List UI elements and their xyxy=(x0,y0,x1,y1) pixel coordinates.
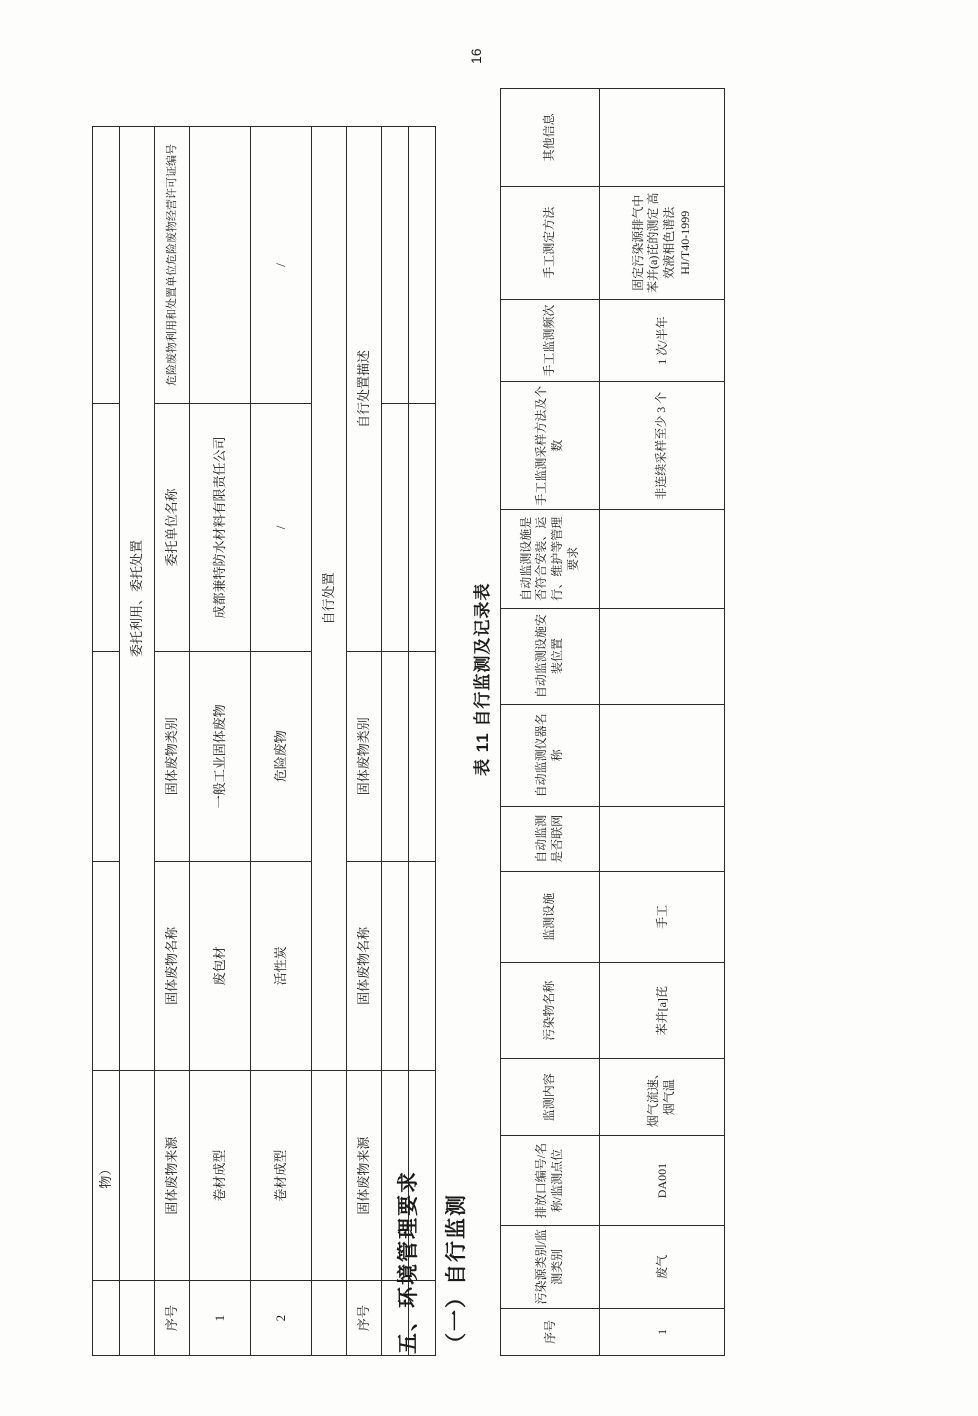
table-row xyxy=(251,127,312,1356)
column-header-pollution-type: 污染源类别/监测类别 xyxy=(501,1226,600,1309)
table-row xyxy=(190,127,251,1356)
cell-top-fragment: 物） xyxy=(93,1071,120,1281)
cell-source: 卷材成型 xyxy=(190,1071,251,1281)
cell-category: 一般工业固体废物 xyxy=(190,651,251,861)
column-header-sampling-method: 手工监测采样方法及个数 xyxy=(501,382,600,510)
cell-empty xyxy=(93,651,120,861)
column-header-pollutant-name: 污染物名称 xyxy=(501,963,600,1059)
column-header-self-description: 自行处置描述 xyxy=(347,127,382,652)
group-header-self: 自行处置 xyxy=(312,127,347,1071)
column-header-auto-position: 自动监测设施安装位置 xyxy=(501,608,600,704)
cell-monitoring-content: 烟气流速、烟气温 xyxy=(600,1059,725,1136)
cell-empty xyxy=(382,127,409,404)
cell-auto-position xyxy=(600,608,725,704)
column-header-auto-instrument: 自动监测仪器名称 xyxy=(501,704,600,806)
column-header-monitoring-content: 监测内容 xyxy=(501,1059,600,1136)
page-number: 16 xyxy=(468,48,484,64)
column-header-other-info: 其他信息 xyxy=(501,89,600,187)
column-header-manual-frequency: 手工监测频次 xyxy=(501,299,600,382)
cell-other-info xyxy=(600,89,725,187)
column-header-outlet-code: 排放口编号/名称/监测点位 xyxy=(501,1136,600,1226)
table-header-row xyxy=(501,89,600,1356)
table-row-group-header xyxy=(312,127,347,1356)
cell-empty xyxy=(120,1071,155,1281)
cell-manual-frequency: 1 次/半年 xyxy=(600,299,725,382)
column-header-name-self: 固体废物名称 xyxy=(347,861,382,1071)
cell-empty xyxy=(93,403,120,651)
column-header-source: 固体废物来源 xyxy=(155,1071,190,1281)
column-header-no: 序号 xyxy=(155,1281,190,1356)
table-row-group-header xyxy=(120,127,155,1356)
cell-empty xyxy=(382,403,409,651)
column-header-no: 序号 xyxy=(501,1308,600,1355)
column-header-no-self: 序号 xyxy=(347,1281,382,1356)
section-heading-environment-management: 五、环境管理要求 xyxy=(397,1170,420,1354)
cell-license xyxy=(190,127,251,404)
cell-no: 2 xyxy=(251,1281,312,1356)
cell-license: / xyxy=(251,127,312,404)
solid-waste-table xyxy=(92,126,436,1356)
table-11-title: 表 11 自行监测及记录表 xyxy=(473,582,492,776)
group-header-entrust: 委托利用、委托处置 xyxy=(120,127,155,1071)
cell-sampling-method: 非连续采样至少 3 个 xyxy=(600,382,725,510)
table-row xyxy=(93,127,120,1356)
cell-name: 废包材 xyxy=(190,861,251,1071)
cell-no: 1 xyxy=(190,1281,251,1356)
cell-empty xyxy=(382,861,409,1071)
column-header-auto-compliance: 自动监测设施是否符合安装、运行、维护等管理要求 xyxy=(501,509,600,608)
monitoring-table-wrapper xyxy=(500,88,725,1356)
column-header-unit: 委托单位名称 xyxy=(155,403,190,651)
cell-empty xyxy=(312,1281,347,1356)
table-header-row xyxy=(155,127,190,1356)
table-header-row xyxy=(347,127,382,1356)
column-header-category-self: 固体废物类别 xyxy=(347,651,382,861)
cell-name: 活性炭 xyxy=(251,861,312,1071)
cell-unit: / xyxy=(251,403,312,651)
cell-category: 危险废物 xyxy=(251,651,312,861)
table-row xyxy=(600,89,725,1356)
cell-auto-network xyxy=(600,807,725,872)
cell-empty xyxy=(409,403,436,651)
column-header-auto-network: 自动监测是否联网 xyxy=(501,807,600,872)
cell-empty xyxy=(120,1281,155,1356)
cell-unit: 成都兼特防水材料有限责任公司 xyxy=(190,403,251,651)
cell-empty xyxy=(93,127,120,404)
column-header-category: 固体废物类别 xyxy=(155,651,190,861)
cell-monitoring-facility: 手工 xyxy=(600,871,725,962)
cell-empty xyxy=(409,127,436,404)
cell-source: 卷材成型 xyxy=(251,1071,312,1281)
cell-no: 1 xyxy=(600,1308,725,1355)
self-monitoring-table xyxy=(500,88,725,1356)
cell-empty xyxy=(312,1071,347,1281)
cell-pollutant-name: 苯并[a]芘 xyxy=(600,963,725,1059)
cell-empty xyxy=(93,1281,120,1356)
cell-empty xyxy=(382,651,409,861)
cell-empty xyxy=(409,861,436,1071)
column-header-name: 固体废物名称 xyxy=(155,861,190,1071)
column-header-license: 危险废物利用和处置单位危险废物经营许可证编号 xyxy=(155,127,190,404)
column-header-manual-method: 手工测定方法 xyxy=(501,186,600,299)
cell-outlet-code: DA001 xyxy=(600,1136,725,1226)
cell-manual-method: 固定污染源排气中苯并(a)芘的测定 高效液相色谱法 HJ/T40-1999 xyxy=(600,186,725,299)
cell-empty xyxy=(93,861,120,1071)
cell-auto-compliance xyxy=(600,509,725,608)
subsection-heading-self-monitoring: （一）自行监测 xyxy=(445,1193,468,1354)
cell-auto-instrument xyxy=(600,704,725,806)
cell-empty xyxy=(409,651,436,861)
column-header-monitoring-facility: 监测设施 xyxy=(501,871,600,962)
column-header-source-self: 固体废物来源 xyxy=(347,1071,382,1281)
cell-pollution-type: 废气 xyxy=(600,1226,725,1309)
solid-waste-table-wrapper xyxy=(92,126,436,1356)
